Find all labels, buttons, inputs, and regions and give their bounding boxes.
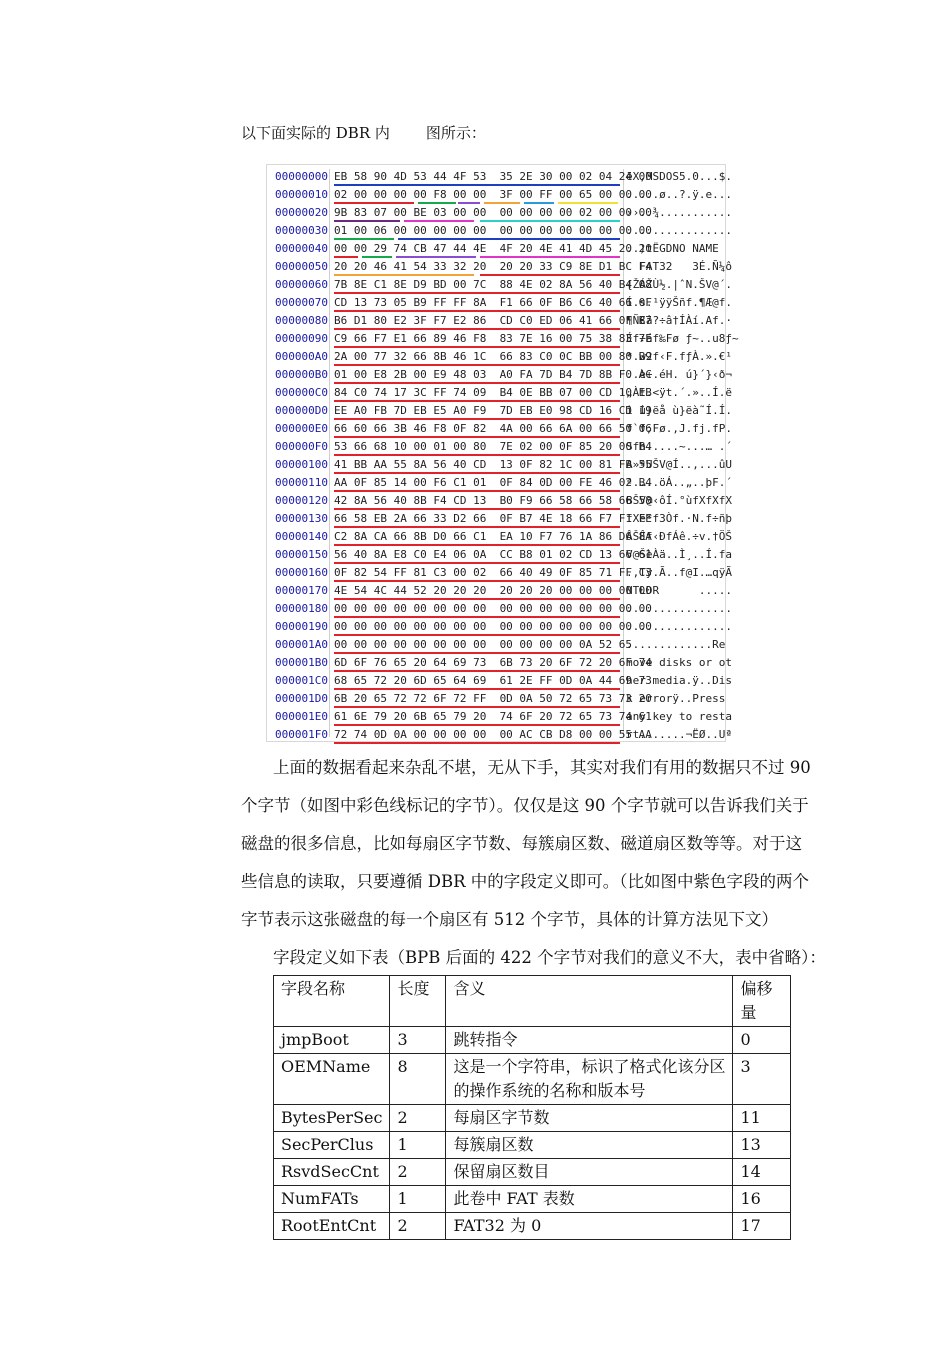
hex-ascii: FAT32 3É.Ñ¼ô bbox=[626, 260, 732, 273]
field-highlight-mark bbox=[334, 706, 620, 708]
table-cell: RootEntCnt bbox=[274, 1213, 390, 1240]
hex-bytes: 2A 00 77 32 66 8B 46 1C 66 83 C0 0C BB 00 80 B9 bbox=[334, 350, 652, 363]
field-highlight-mark bbox=[334, 400, 620, 402]
field-highlight-mark bbox=[334, 598, 620, 600]
field-highlight-mark bbox=[334, 688, 620, 690]
hex-bytes: 01 00 E8 2B 00 E9 48 03 A0 FA 7D B4 7D 8B F0 AC bbox=[334, 368, 652, 381]
field-highlight-mark bbox=[334, 562, 620, 564]
field-highlight-mark bbox=[362, 256, 392, 258]
hex-ascii: .‚Tÿ.Ã..f@I.…qÿÃ bbox=[626, 566, 732, 579]
intro-line bbox=[241, 122, 486, 143]
hex-bytes: 72 74 0D 0A 00 00 00 00 00 AC CB D8 00 00 55 AA bbox=[334, 728, 652, 741]
hex-bytes: 7B 8E C1 8E D9 BD 00 7C 88 4E 02 8A 56 40 B4 08 bbox=[334, 278, 652, 291]
hex-addr: 000000C0 bbox=[275, 386, 328, 399]
hex-ascii: Í.s.¹ÿÿŠñf.¶Æ@f. bbox=[626, 296, 732, 309]
hex-addr: 000001C0 bbox=[275, 674, 328, 687]
table-cell: 8 bbox=[390, 1054, 446, 1105]
hex-addr: 000000E0 bbox=[275, 422, 328, 435]
intro-text-2: 图所示： bbox=[425, 124, 486, 142]
field-highlight-mark bbox=[334, 310, 620, 312]
hex-bytes: 68 65 72 20 6D 65 64 69 61 2E FF 0D 0A 44 69 73 bbox=[334, 674, 652, 687]
hex-ascii: rt.......¬ËØ..Uª bbox=[626, 728, 732, 741]
table-cell: 16 bbox=[733, 1186, 791, 1213]
hex-ascii: A»ªUŠV@Í..‚...ûU bbox=[626, 458, 732, 471]
field-highlight-mark bbox=[334, 256, 358, 258]
hex-ascii: ..)tËGDNO NAME bbox=[626, 242, 732, 255]
hex-bytes: 00 00 00 00 00 00 00 00 00 00 00 00 0A 52 65 bbox=[334, 638, 633, 651]
hex-ascii: ÂŠÊf‹ÐfÁê.÷v.†ÖŠ bbox=[626, 530, 732, 543]
field-highlight-mark bbox=[558, 202, 618, 204]
field-highlight-mark bbox=[334, 526, 620, 528]
hex-addr: 00000180 bbox=[275, 602, 328, 615]
field-highlight-mark bbox=[334, 328, 620, 330]
hex-bytes: C9 66 F7 E1 66 89 46 F8 83 7E 16 00 75 38 83 7E bbox=[334, 332, 652, 345]
field-highlight-mark bbox=[398, 238, 620, 240]
field-highlight-mark bbox=[334, 472, 620, 474]
hex-bytes: 84 C0 74 17 3C FF 74 09 B4 0E BB 07 00 CD 10 EB bbox=[334, 386, 652, 399]
hex-addr: 00000090 bbox=[275, 332, 328, 345]
hex-addr: 00000050 bbox=[275, 260, 328, 273]
hex-ascii: fXë*f3Òf.·N.f÷ñþ bbox=[626, 512, 732, 525]
table-row bbox=[274, 1159, 791, 1186]
hex-addr: 00000190 bbox=[275, 620, 328, 633]
hex-ascii: NTLDR ..... bbox=[626, 584, 732, 597]
paragraph-line: 字节表示这张磁盘的每一个扇区有 512 个字节，具体的计算方法见下文） bbox=[241, 910, 778, 929]
hex-addr: 000001B0 bbox=[275, 656, 328, 669]
table-cell: 每扇区字节数 bbox=[446, 1105, 733, 1132]
intro-text: 以下面实际的 DBR 内 bbox=[241, 124, 390, 142]
table-cell: BytesPerSec bbox=[274, 1105, 390, 1132]
field-highlight-mark bbox=[334, 436, 620, 438]
hex-ascii: ª.…..öÁ..„..þF.´ bbox=[626, 476, 732, 489]
hex-bytes: 53 66 68 10 00 01 00 80 7E 02 00 0F 85 20 00 B4 bbox=[334, 440, 652, 453]
table-cell: FAT32 为 0 bbox=[446, 1213, 733, 1240]
table-row bbox=[274, 1105, 791, 1132]
hex-bytes: 0F 82 54 FF 81 C3 00 02 66 40 49 0F 85 71 FF C3 bbox=[334, 566, 652, 579]
field-highlight-mark bbox=[334, 346, 620, 348]
table-header-cell: 长度 bbox=[390, 976, 446, 1027]
hex-bytes: 4E 54 4C 44 52 20 20 20 20 20 20 00 00 00 00 00 bbox=[334, 584, 652, 597]
hex-addr: 00000020 bbox=[275, 206, 328, 219]
table-header-row bbox=[274, 976, 791, 1027]
hex-bytes: 00 00 29 74 CB 47 44 4E 4F 20 4E 41 4D 45 20 20 bbox=[334, 242, 652, 255]
table-cell: RsvdSecCnt bbox=[274, 1159, 390, 1186]
hex-addr: 00000100 bbox=[275, 458, 328, 471]
table-row bbox=[274, 1027, 791, 1054]
table-row bbox=[274, 1132, 791, 1159]
hex-addr: 00000150 bbox=[275, 548, 328, 561]
hex-bytes: 6D 6F 76 65 20 64 69 73 6B 73 20 6F 72 20 6F 74 bbox=[334, 656, 652, 669]
table-cell: 0 bbox=[733, 1027, 791, 1054]
hex-ascii: ¶Ñ€â?÷â†ÍÀí.Af.· bbox=[626, 314, 732, 327]
hex-bytes: 00 00 00 00 00 00 00 00 00 00 00 00 00 00 00 00 bbox=[334, 602, 652, 615]
field-highlight-mark bbox=[418, 202, 456, 204]
hex-addr: 000001E0 bbox=[275, 710, 328, 723]
hex-addr: 00000120 bbox=[275, 494, 328, 507]
hex-ascii: ..è+.éH. ú}´}‹ð¬ bbox=[626, 368, 732, 381]
field-highlight-mark bbox=[404, 220, 474, 222]
field-highlight-mark bbox=[334, 580, 620, 582]
paragraph-line: 磁盘的很多信息，比如每扇区字节数、每簇扇区数、磁道扇区数等等。对于这 bbox=[241, 834, 802, 853]
hex-ascii: ................ bbox=[626, 602, 732, 615]
paragraph-line: 些信息的读取，只要遵循 DBR 中的字段定义即可。（比如图中紫色字段的两个 bbox=[241, 872, 810, 891]
table-cell: SecPerClus bbox=[274, 1132, 390, 1159]
field-highlight-mark bbox=[334, 238, 394, 240]
field-highlight-mark bbox=[334, 508, 620, 510]
table-cell: 2 bbox=[390, 1213, 446, 1240]
hex-bytes: 6B 20 65 72 72 6F 72 FF 0D 0A 50 72 65 73 73 20 bbox=[334, 692, 652, 705]
hex-bytes: 20 20 46 41 54 33 32 20 20 20 33 C9 8E D1 BC F4 bbox=[334, 260, 652, 273]
table-cell: 11 bbox=[733, 1105, 791, 1132]
hex-bytes: EE A0 FB 7D EB E5 A0 F9 7D EB E0 98 CD 16 CD 19 bbox=[334, 404, 652, 417]
table-cell: 1 bbox=[390, 1186, 446, 1213]
field-highlight-mark bbox=[334, 220, 400, 222]
hex-addr: 00000030 bbox=[275, 224, 328, 237]
field-highlight-mark bbox=[480, 220, 620, 222]
hex-addr: 00000060 bbox=[275, 278, 328, 291]
hex-ascii: *.w2f‹F.fƒÀ.».€¹ bbox=[626, 350, 732, 363]
hex-addr: 000001D0 bbox=[275, 692, 328, 705]
hex-ascii: „Àt.<ÿt.´.»..Í.ë bbox=[626, 386, 732, 399]
hex-addr: 00000000 bbox=[275, 170, 328, 183]
field-highlight-mark bbox=[480, 274, 620, 276]
table-row bbox=[274, 1054, 791, 1105]
paragraph-line: 个字节（如图中彩色线标记的字节）。仅仅是这 90 个字节就可以告诉我们关于 bbox=[241, 796, 809, 815]
field-highlight-mark bbox=[334, 184, 620, 186]
hex-ascii: move disks or ot bbox=[626, 656, 732, 669]
field-highlight-mark bbox=[334, 544, 620, 546]
hex-ascii: BŠV@‹ôÍ.°ùfXfXfX bbox=[626, 494, 732, 507]
table-cell: 每簇扇区数 bbox=[446, 1132, 733, 1159]
hex-addr: 00000140 bbox=[275, 530, 328, 543]
hex-ascii: ››..¾........... bbox=[626, 206, 732, 219]
field-highlight-mark bbox=[334, 382, 620, 384]
field-highlight-mark bbox=[334, 292, 620, 294]
hex-ascii: k errorÿ..Press bbox=[626, 692, 732, 705]
table-cell: NumFATs bbox=[274, 1186, 390, 1213]
field-definition-table bbox=[273, 975, 791, 1240]
table-cell: 2 bbox=[390, 1159, 446, 1186]
table-cell: 3 bbox=[390, 1027, 446, 1054]
field-highlight-mark bbox=[480, 256, 620, 258]
table-cell: 13 bbox=[733, 1132, 791, 1159]
table-row bbox=[274, 1186, 791, 1213]
hex-addr: 00000130 bbox=[275, 512, 328, 525]
field-highlight-mark bbox=[396, 256, 476, 258]
hex-ascii: î û}ëå ù}ëà˜Í.Í. bbox=[626, 404, 732, 417]
table-row bbox=[274, 1213, 791, 1240]
field-highlight-mark bbox=[334, 490, 620, 492]
table-cell: 此卷中 FAT 表数 bbox=[446, 1186, 733, 1213]
hex-dump-view bbox=[266, 164, 739, 742]
table-cell: 14 bbox=[733, 1159, 791, 1186]
hex-bytes: EB 58 90 4D 53 44 4F 53 35 2E 30 00 02 04 24 00 bbox=[334, 170, 652, 183]
hex-bytes: C2 8A CA 66 8B D0 66 C1 EA 10 F7 76 1A 86 D6 8A bbox=[334, 530, 652, 543]
hex-ascii: Éf÷áf‰Fø ƒ~..u8ƒ~ bbox=[626, 332, 739, 345]
hex-addr: 000000F0 bbox=[275, 440, 328, 453]
hex-addr: 000001F0 bbox=[275, 728, 328, 741]
hex-bytes: 66 58 EB 2A 66 33 D2 66 0F B7 4E 18 66 F7 F1 FE bbox=[334, 512, 652, 525]
paragraph-line: 上面的数据看起来杂乱不堪，无从下手，其实对我们有用的数据只不过 90 bbox=[273, 758, 811, 777]
hex-bytes: 66 60 66 3B 46 F8 0F 82 4A 00 66 6A 00 66 50 06 bbox=[334, 422, 652, 435]
hex-ascii: ëX‚MSDOS5.0...$. bbox=[626, 170, 732, 183]
hex-ascii: ................ bbox=[626, 224, 732, 237]
table-cell: 2 bbox=[390, 1105, 446, 1132]
hex-bytes: B6 D1 80 E2 3F F7 E2 86 CD C0 ED 06 41 66 0F B7 bbox=[334, 314, 652, 327]
hex-ascii: ................ bbox=[626, 620, 732, 633]
hex-ascii: V@ŠèÀä..Ì¸..Í.fa bbox=[626, 548, 732, 561]
table-cell: 保留扇区数目 bbox=[446, 1159, 733, 1186]
hex-bytes: 61 6E 79 20 6B 65 79 20 74 6F 20 72 65 73 74 61 bbox=[334, 710, 652, 723]
hex-bytes: 41 BB AA 55 8A 56 40 CD 13 0F 82 1C 00 81 FB 55 bbox=[334, 458, 652, 471]
description-paragraph bbox=[241, 749, 811, 939]
hex-ascii: .....ø..?.ÿ.e... bbox=[626, 188, 732, 201]
field-highlight-mark bbox=[334, 652, 620, 654]
table-cell: 3 bbox=[733, 1054, 791, 1105]
hex-addr: 00000070 bbox=[275, 296, 328, 309]
field-highlight-mark bbox=[334, 670, 620, 672]
table-cell: jmpBoot bbox=[274, 1027, 390, 1054]
hex-ascii: .............Re bbox=[626, 638, 726, 651]
table-cell: 这是一个字符串，标识了格式化该分区的操作系统的名称和版本号 bbox=[446, 1054, 733, 1105]
hex-ascii: {ŽÁŽÙ½.|ˆN.ŠV@´. bbox=[626, 278, 732, 291]
field-highlight-mark bbox=[524, 202, 554, 204]
hex-bytes: 56 40 8A E8 C0 E4 06 0A CC B8 01 02 CD 13 66 61 bbox=[334, 548, 652, 561]
hex-addr: 00000160 bbox=[275, 566, 328, 579]
field-highlight-mark bbox=[334, 364, 620, 366]
field-highlight-mark bbox=[334, 634, 620, 636]
hex-bytes: CD 13 73 05 B9 FF FF 8A F1 66 0F B6 C6 40 66 0F bbox=[334, 296, 652, 309]
field-highlight-mark bbox=[334, 724, 620, 726]
table-caption: 字段定义如下表（BPB 后面的 422 个字节对我们的意义不大，表中省略）： bbox=[273, 948, 826, 967]
hex-bytes: 42 8A 56 40 8B F4 CD 13 B0 F9 66 58 66 58 66 58 bbox=[334, 494, 652, 507]
table-header-cell: 含义 bbox=[446, 976, 733, 1027]
hex-addr: 00000110 bbox=[275, 476, 328, 489]
table-cell: 1 bbox=[390, 1132, 446, 1159]
field-highlight-mark bbox=[334, 454, 620, 456]
hex-ascii: Sfh.....~...… .´ bbox=[626, 440, 732, 453]
hex-addr: 000000B0 bbox=[275, 368, 328, 381]
hex-addr: 00000170 bbox=[275, 584, 328, 597]
field-highlight-mark bbox=[334, 202, 414, 204]
hex-ascii: any key to resta bbox=[626, 710, 732, 723]
hex-ascii: her media.ÿ..Dis bbox=[626, 674, 732, 687]
hex-bytes: 9B 83 07 00 BE 03 00 00 00 00 00 00 02 00 00 00 bbox=[334, 206, 652, 219]
field-highlight-mark bbox=[484, 202, 520, 204]
table-cell: OEMName bbox=[274, 1054, 390, 1105]
hex-addr: 000000D0 bbox=[275, 404, 328, 417]
hex-bytes: 01 00 06 00 00 00 00 00 00 00 00 00 00 00 00 00 bbox=[334, 224, 652, 237]
field-highlight-mark bbox=[458, 202, 480, 204]
field-highlight-mark bbox=[334, 616, 620, 618]
hex-bytes: 02 00 00 00 00 F8 00 00 3F 00 FF 00 65 00 00 00 bbox=[334, 188, 652, 201]
table-cell: 跳转指令 bbox=[446, 1027, 733, 1054]
table-header-cell: 偏移量 bbox=[733, 976, 791, 1027]
hex-addr: 00000010 bbox=[275, 188, 328, 201]
hex-addr: 00000040 bbox=[275, 242, 328, 255]
table-cell: 17 bbox=[733, 1213, 791, 1240]
hex-addr: 00000080 bbox=[275, 314, 328, 327]
hex-ascii: f`f;Fø.‚J.fj.fP. bbox=[626, 422, 732, 435]
hex-addr: 000001A0 bbox=[275, 638, 328, 651]
hex-bytes: 00 00 00 00 00 00 00 00 00 00 00 00 00 00 00 00 bbox=[334, 620, 652, 633]
field-highlight-mark bbox=[334, 418, 620, 420]
hex-addr: 000000A0 bbox=[275, 350, 328, 363]
hex-bytes: AA 0F 85 14 00 F6 C1 01 0F 84 0D 00 FE 46 02 B4 bbox=[334, 476, 652, 489]
field-highlight-mark bbox=[334, 274, 474, 276]
field-highlight-mark bbox=[334, 742, 620, 744]
table-header-cell: 字段名称 bbox=[274, 976, 390, 1027]
